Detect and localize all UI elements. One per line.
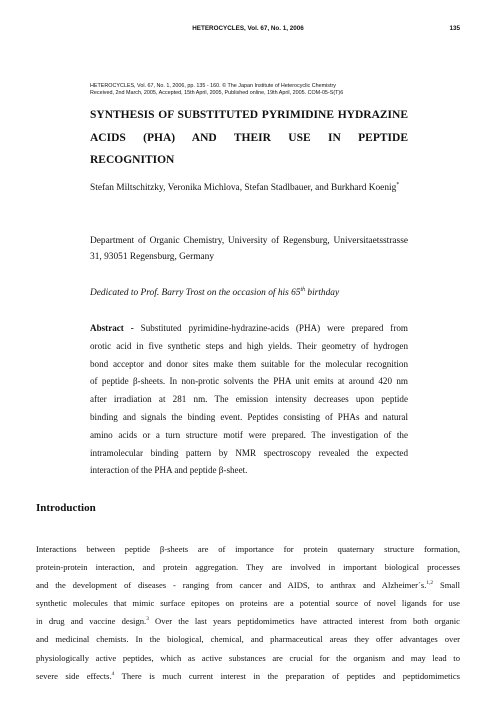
body-line: and medicinal chemists. In the biological, chemical, and pharmaceutical areas they offer advantages over [36, 634, 460, 645]
dedication-text: Dedicated to Prof. Barry Trost on the occasion of his 65 [90, 288, 301, 298]
corresponding-author-mark: * [396, 181, 400, 188]
body-text: Small [433, 580, 461, 591]
dedication [90, 285, 420, 301]
abstract-line: amino acids or a turn structure motif were prepared. The investigation of the [90, 429, 408, 440]
meta-line-1: HETEROCYCLES, Vol. 67, No. 1, 2006, pp. 135 - 160. © The Japan Institute of Heterocyclic Chemistry [90, 83, 336, 89]
abstract-line: after irradiation at 281 nm. The emission intensity decreases upon peptide [90, 394, 408, 405]
abstract-line [90, 320, 408, 338]
citation: 3 [146, 616, 149, 623]
abstract-line: orotic acid in five synthetic steps and high yields. Their geometry of hydrogen [90, 340, 408, 351]
abstract-line: intramolecular binding pattern by NMR spectroscopy revealed the expected [90, 447, 408, 458]
abstract-line-text: Substituted pyrimidine-hydrazine-acids (PHA) were prepared from [140, 323, 408, 333]
body-text: and the development of diseases - ranging from cancer and AIDS, to anthrax and Alzheimer´s. [36, 580, 427, 591]
dedication-ordinal: th [300, 286, 306, 293]
body-line: synthetic molecules that mimic surface epitopes on proteins are a potential source of novel ligands for use [36, 598, 460, 609]
abstract-line: binding and signals the binding event. Peptides consisting of PHAs and natural [90, 411, 408, 422]
affiliation: Department of Organic Chemistry, University of Regensburg, Universitaetsstrasse 31, 93051 Regensburg, Germany [90, 236, 408, 262]
author-list [90, 180, 408, 196]
author-names: Stefan Miltschitzky, Veronika Michlova, Stefan Stadlbauer, and Burkhard Koenig [90, 183, 397, 193]
citation: 1,2 [426, 580, 434, 587]
body-line [36, 576, 460, 594]
body-line: protein-protein interaction, and protein aggregation. They are involved in important biological processes [36, 562, 460, 573]
body-line: Interactions between peptide β-sheets are of importance for protein quaternary structure formation, [36, 544, 460, 554]
body-text: in drug and vaccine design. [36, 616, 147, 627]
body-line [36, 612, 460, 630]
abstract-label: Abstract - [90, 323, 134, 333]
body-line [36, 667, 460, 685]
meta-line-2: Received, 2nd March, 2005, Accepted, 15th April, 2005, Published online, 19th April, 2005. COM-05-S(T)6 [90, 90, 344, 96]
abstract-line: bond acceptor and donor sites make them suitable for the molecular recognition [90, 358, 408, 369]
body-text: Over the last years peptidomimetics have attracted interest from both organic [148, 616, 460, 627]
introduction-body [36, 540, 460, 685]
dedication-end: birthday [305, 288, 340, 298]
body-line: physiologically active peptides, which as active substances are crucial for the organism and may lead to [36, 652, 460, 663]
body-text: There is much current interest in the preparation of peptides and peptidomimetics [114, 670, 460, 681]
page-number: 135 [449, 25, 460, 32]
abstract [90, 320, 408, 480]
abstract-line: interaction of the PHA and peptide β-sheet. [90, 465, 248, 476]
publication-meta [90, 83, 430, 97]
section-heading: Introduction [36, 502, 96, 514]
body-text: severe side effects. [36, 670, 112, 681]
citation: 4 [111, 670, 115, 677]
abstract-line: of peptide β-sheets. In non-protic solvents the PHA unit emits at around 420 nm [90, 376, 408, 387]
running-head: HETEROCYCLES, Vol. 67, No. 1, 2006 [192, 25, 304, 32]
article-title: SYNTHESIS OF SUBSTITUTED PYRIMIDINE HYDRAZINE ACIDS (PHA) AND THEIR USE IN PEPTIDE RECOGNITION [90, 109, 408, 166]
